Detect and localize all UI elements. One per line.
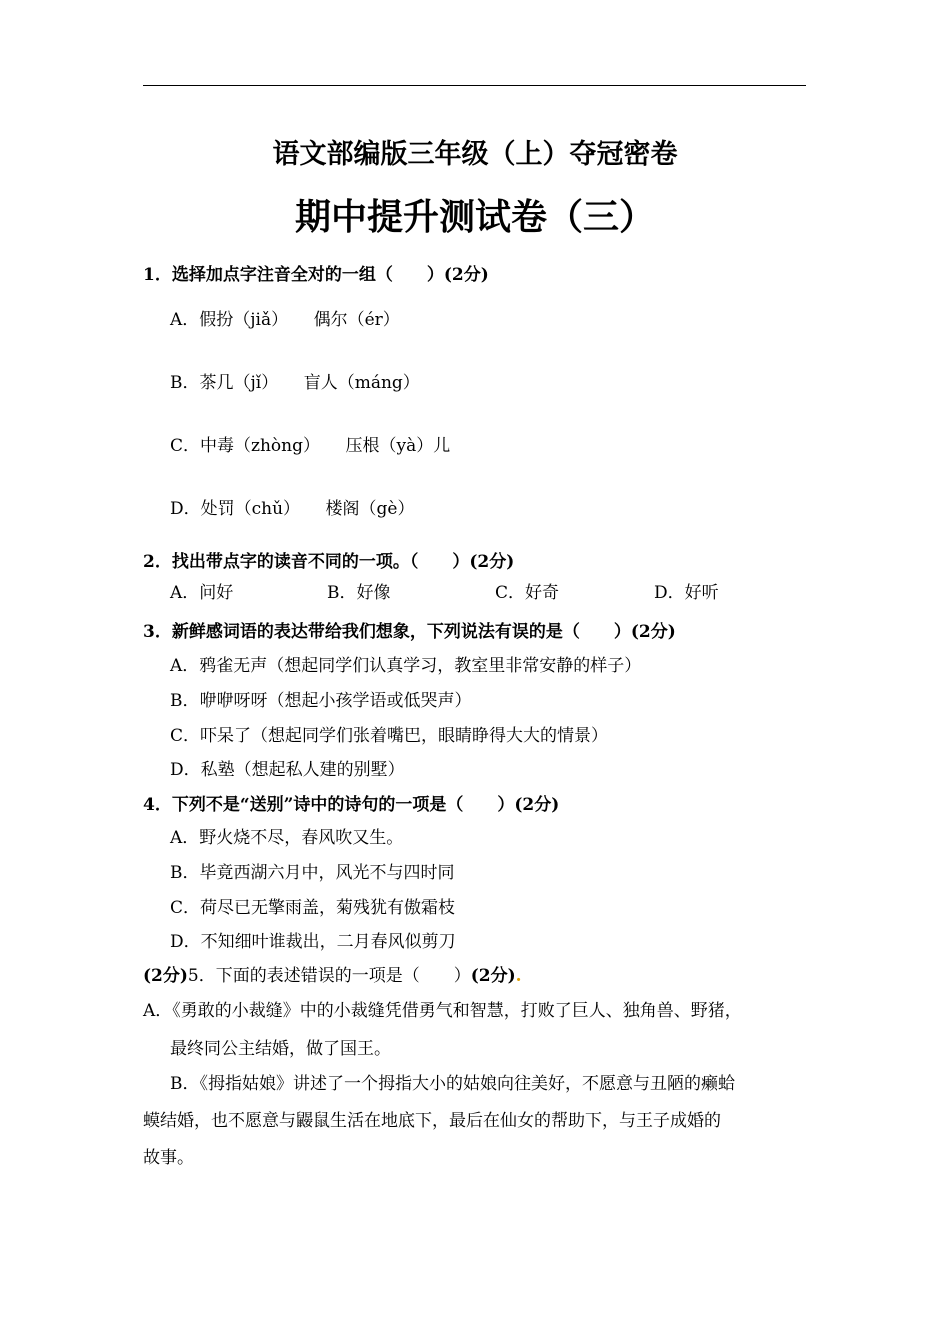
question-4-option-d: D．不知细叶谁裁出，二月春风似剪刀 [170, 932, 456, 952]
question-5-dot: . [515, 966, 522, 986]
question-4-option-c: C．荷尽已无擎雨盖，菊残犹有傲霜枝 [170, 898, 456, 918]
question-3-option-b: B．咿咿呀呀（想起小孩学语或低哭声） [170, 691, 472, 711]
question-3-stem: 3．新鲜感词语的表达带给我们想象，下列说法有误的是（ ）(2分) [143, 622, 676, 642]
question-5-option-b-line-1: B．《拇指姑娘》讲述了一个拇指大小的姑娘向往美好，不愿意与丑陋的癞蛤 [170, 1074, 735, 1094]
question-1-option-d: D．处罚（chǔ） 楼阁（gè） [170, 499, 415, 519]
question-5-option-b-line-2: 蟆结婚，也不愿意与鼹鼠生活在地底下，最后在仙女的帮助下，与王子成婚的 [143, 1111, 721, 1131]
question-1-option-b: B．茶几（jǐ） 盲人（máng） [170, 373, 420, 393]
question-2-option-b: B．好像 [327, 583, 391, 603]
question-1-option-a: A．假扮（jiǎ） 偶尔（ér） [170, 310, 400, 330]
question-3-option-c: C．吓呆了（想起同学们张着嘴巴，眼睛睁得大大的情景） [170, 726, 609, 746]
question-5-option-a-line-1: A．《勇敢的小裁缝》中的小裁缝凭借勇气和智慧，打败了巨人、独角兽、野猪， [143, 1001, 742, 1021]
question-5-option-b-line-3: 故事。 [143, 1148, 194, 1168]
question-2-stem: 2．找出带点字的读音不同的一项。（ ）(2分) [143, 552, 515, 572]
question-5-stem-text: 5．下面的表述错误的一项是（ ） [187, 966, 471, 986]
question-2-option-a: A．问好 [170, 583, 234, 603]
question-2-option-c: C．好奇 [495, 583, 560, 603]
question-5-option-a-line-2: 最终同公主结婚，做了国王。 [170, 1039, 391, 1059]
question-5-prefix-score: (2分) [143, 966, 188, 986]
header-rule [143, 85, 806, 86]
question-1-option-c: C．中毒（zhòng） 压根（yà）儿 [170, 436, 451, 456]
question-3-option-d: D．私塾（想起私人建的别墅） [170, 760, 405, 780]
question-4-stem: 4．下列不是“送别”诗中的诗句的一项是（ ）(2分) [143, 795, 560, 815]
question-3-option-a: A．鸦雀无声（想起同学们认真学习，教室里非常安静的样子） [170, 656, 642, 676]
question-4-option-b: B．毕竟西湖六月中，风光不与四时同 [170, 863, 455, 883]
question-1-stem: 1．选择加点字注音全对的一组（ ）(2分) [143, 265, 489, 285]
question-4-option-a: A．野火烧不尽，春风吹又生。 [170, 828, 404, 848]
question-5-stem [143, 961, 522, 986]
exam-subtitle: 语文部编版三年级（上）夺冠密卷 [272, 139, 678, 170]
question-5-score: (2分) [470, 966, 516, 986]
question-2-option-d: D．好听 [654, 583, 719, 603]
exam-title: 期中提升测试卷（三） [294, 196, 655, 238]
